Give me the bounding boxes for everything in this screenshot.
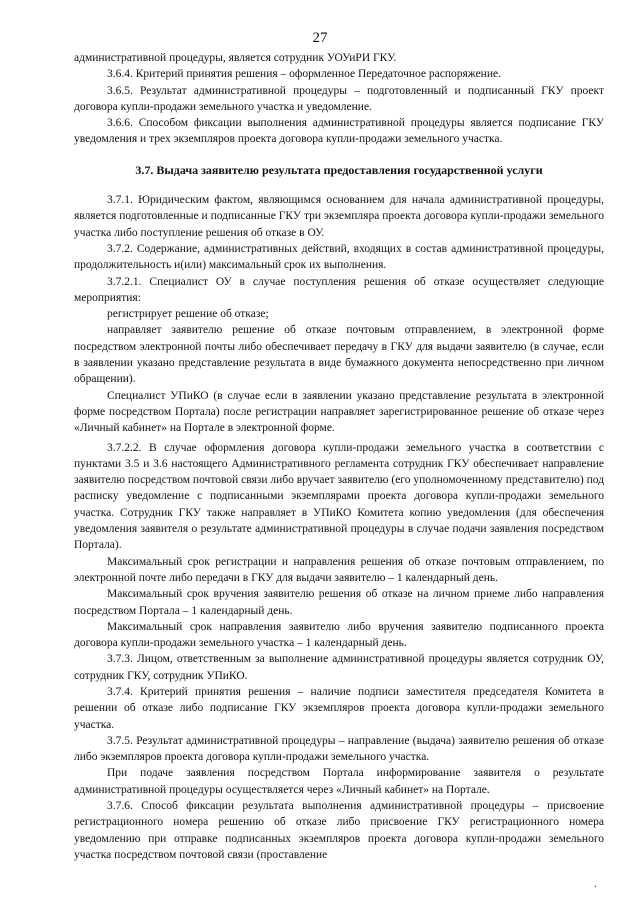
- page-number: 27: [312, 30, 328, 46]
- paragraph: 3.6.6. Способом фиксации выполнения административной процедуры является подписание ГКУ уведомления и трех экземпляров проекта договора купли-продажи земельного участка.: [74, 117, 604, 146]
- paragraph: Максимальный срок вручения заявителю решения об отказе на личном приеме либо направления посредством Портала – 1 календарный день.: [74, 588, 604, 617]
- paragraph: Специалист УПиКО (в случае если в заявлении указано представление результата в электронной форме посредством Портала) после регистрации направляет зарегистрированное решение об отказе через «Личный кабинет» на Портале в электронной форме.: [74, 389, 604, 435]
- paragraph: При подаче заявления посредством Портала информирование заявителя о результате административной процедуры осуществляется через «Личный кабинет» на Портале.: [74, 767, 604, 796]
- paragraph: 3.7.5. Результат административной процедуры – направление (выдача) заявителю решения об отказе либо экземпляров проекта договора купли-продажи земельного участка.: [74, 734, 604, 764]
- paragraph: 3.6.4. Критерий принятия решения – оформленное Передаточное распоряжение.: [107, 68, 501, 81]
- paragraph: 3.6.5. Результат административной процедуры – подготовленный и подписанный ГКУ проект договора купли-продажи земельного участка и уведомление.: [74, 84, 604, 113]
- paragraph: 3.7.2.2. В случае оформления договора купли-продажи земельного участка в соответствии с пунктами 3.5 и 3.6 настоящего Административного регламента сотрудник ГКУ обеспечивает направление заявителю посредством почтовой связи либо вручает заявителю (его уполномоченному представителю) под расписку уведомление с подписанными экземплярами проекта договора купли-продажи земельного участка. Сотрудник ГКУ также направляет в УПиКО Комитета копию уведомления (для обеспечения уведомления заявителя о результате административной процедуры в случае подачи заявления посредством Портала).: [74, 441, 604, 552]
- paragraph: 3.7.2.1. Специалист ОУ в случае поступления решения об отказе осуществляет следующие мероприятия:: [74, 275, 604, 304]
- paragraph: направляет заявителю решение об отказе почтовым отправлением, в электронной форме посредством электронной почты либо обеспечивает передачу в ГКУ для выдачи заявителю (в случае, если в заявлении указано представление результата в виде бумажного документа непосредственно при личном обращении).: [74, 324, 604, 386]
- paragraph: 3.7.2. Содержание, административных действий, входящих в состав административной процедуры, продолжительность и(или) максимальный срок их выполнения.: [74, 242, 604, 272]
- footer-mark: .: [594, 878, 597, 890]
- paragraph: 3.7.6. Способ фиксации результата выполнения административной процедуры – присвоение регистрационного номера решению об отказе либо присвоение ГКУ регистрационного номера уведомлению при отправке подписанных экземпляров проекта договора купли-продажи земельного участка посредством почтовой связи (проставление: [74, 800, 604, 861]
- section-title: 3.7. Выдача заявителю результата предоставления государственной услуги: [135, 162, 543, 177]
- paragraph: Максимальный срок регистрации и направления решения об отказе почтовым отправлением, по электронной почте либо передачи в ГКУ для выдачи заявителю – 1 календарный день.: [74, 555, 604, 584]
- paragraph: 3.7.4. Критерий принятия решения – наличие подписи заместителя председателя Комитета в решении об отказе либо подписание ГКУ экземпляров проекта договора купли-продажи земельного участка.: [74, 685, 604, 731]
- document-body: [74, 50, 604, 863]
- paragraph: административной процедуры, является сотрудник УОУиРИ ГКУ.: [74, 52, 397, 64]
- paragraph: Максимальный срок направления заявителю либо вручения заявителю подписанного проекта договора купли-продажи земельного участка – 1 календарный день.: [74, 620, 604, 650]
- paragraph: 3.7.3. Лицом, ответственным за выполнение административной процедуры является сотрудник ОУ, сотрудник ГКУ, сотрудник УПиКО.: [74, 653, 604, 682]
- paragraph: 3.7.1. Юридическим фактом, являющимся основанием для начала административной процедуры, является подготовленные и подписанные ГКУ три экземпляра проекта договора купли-продажи земельного участка либо поступление решения об отказе в ОУ.: [74, 194, 604, 239]
- paragraph: регистрирует решение об отказе;: [107, 308, 269, 321]
